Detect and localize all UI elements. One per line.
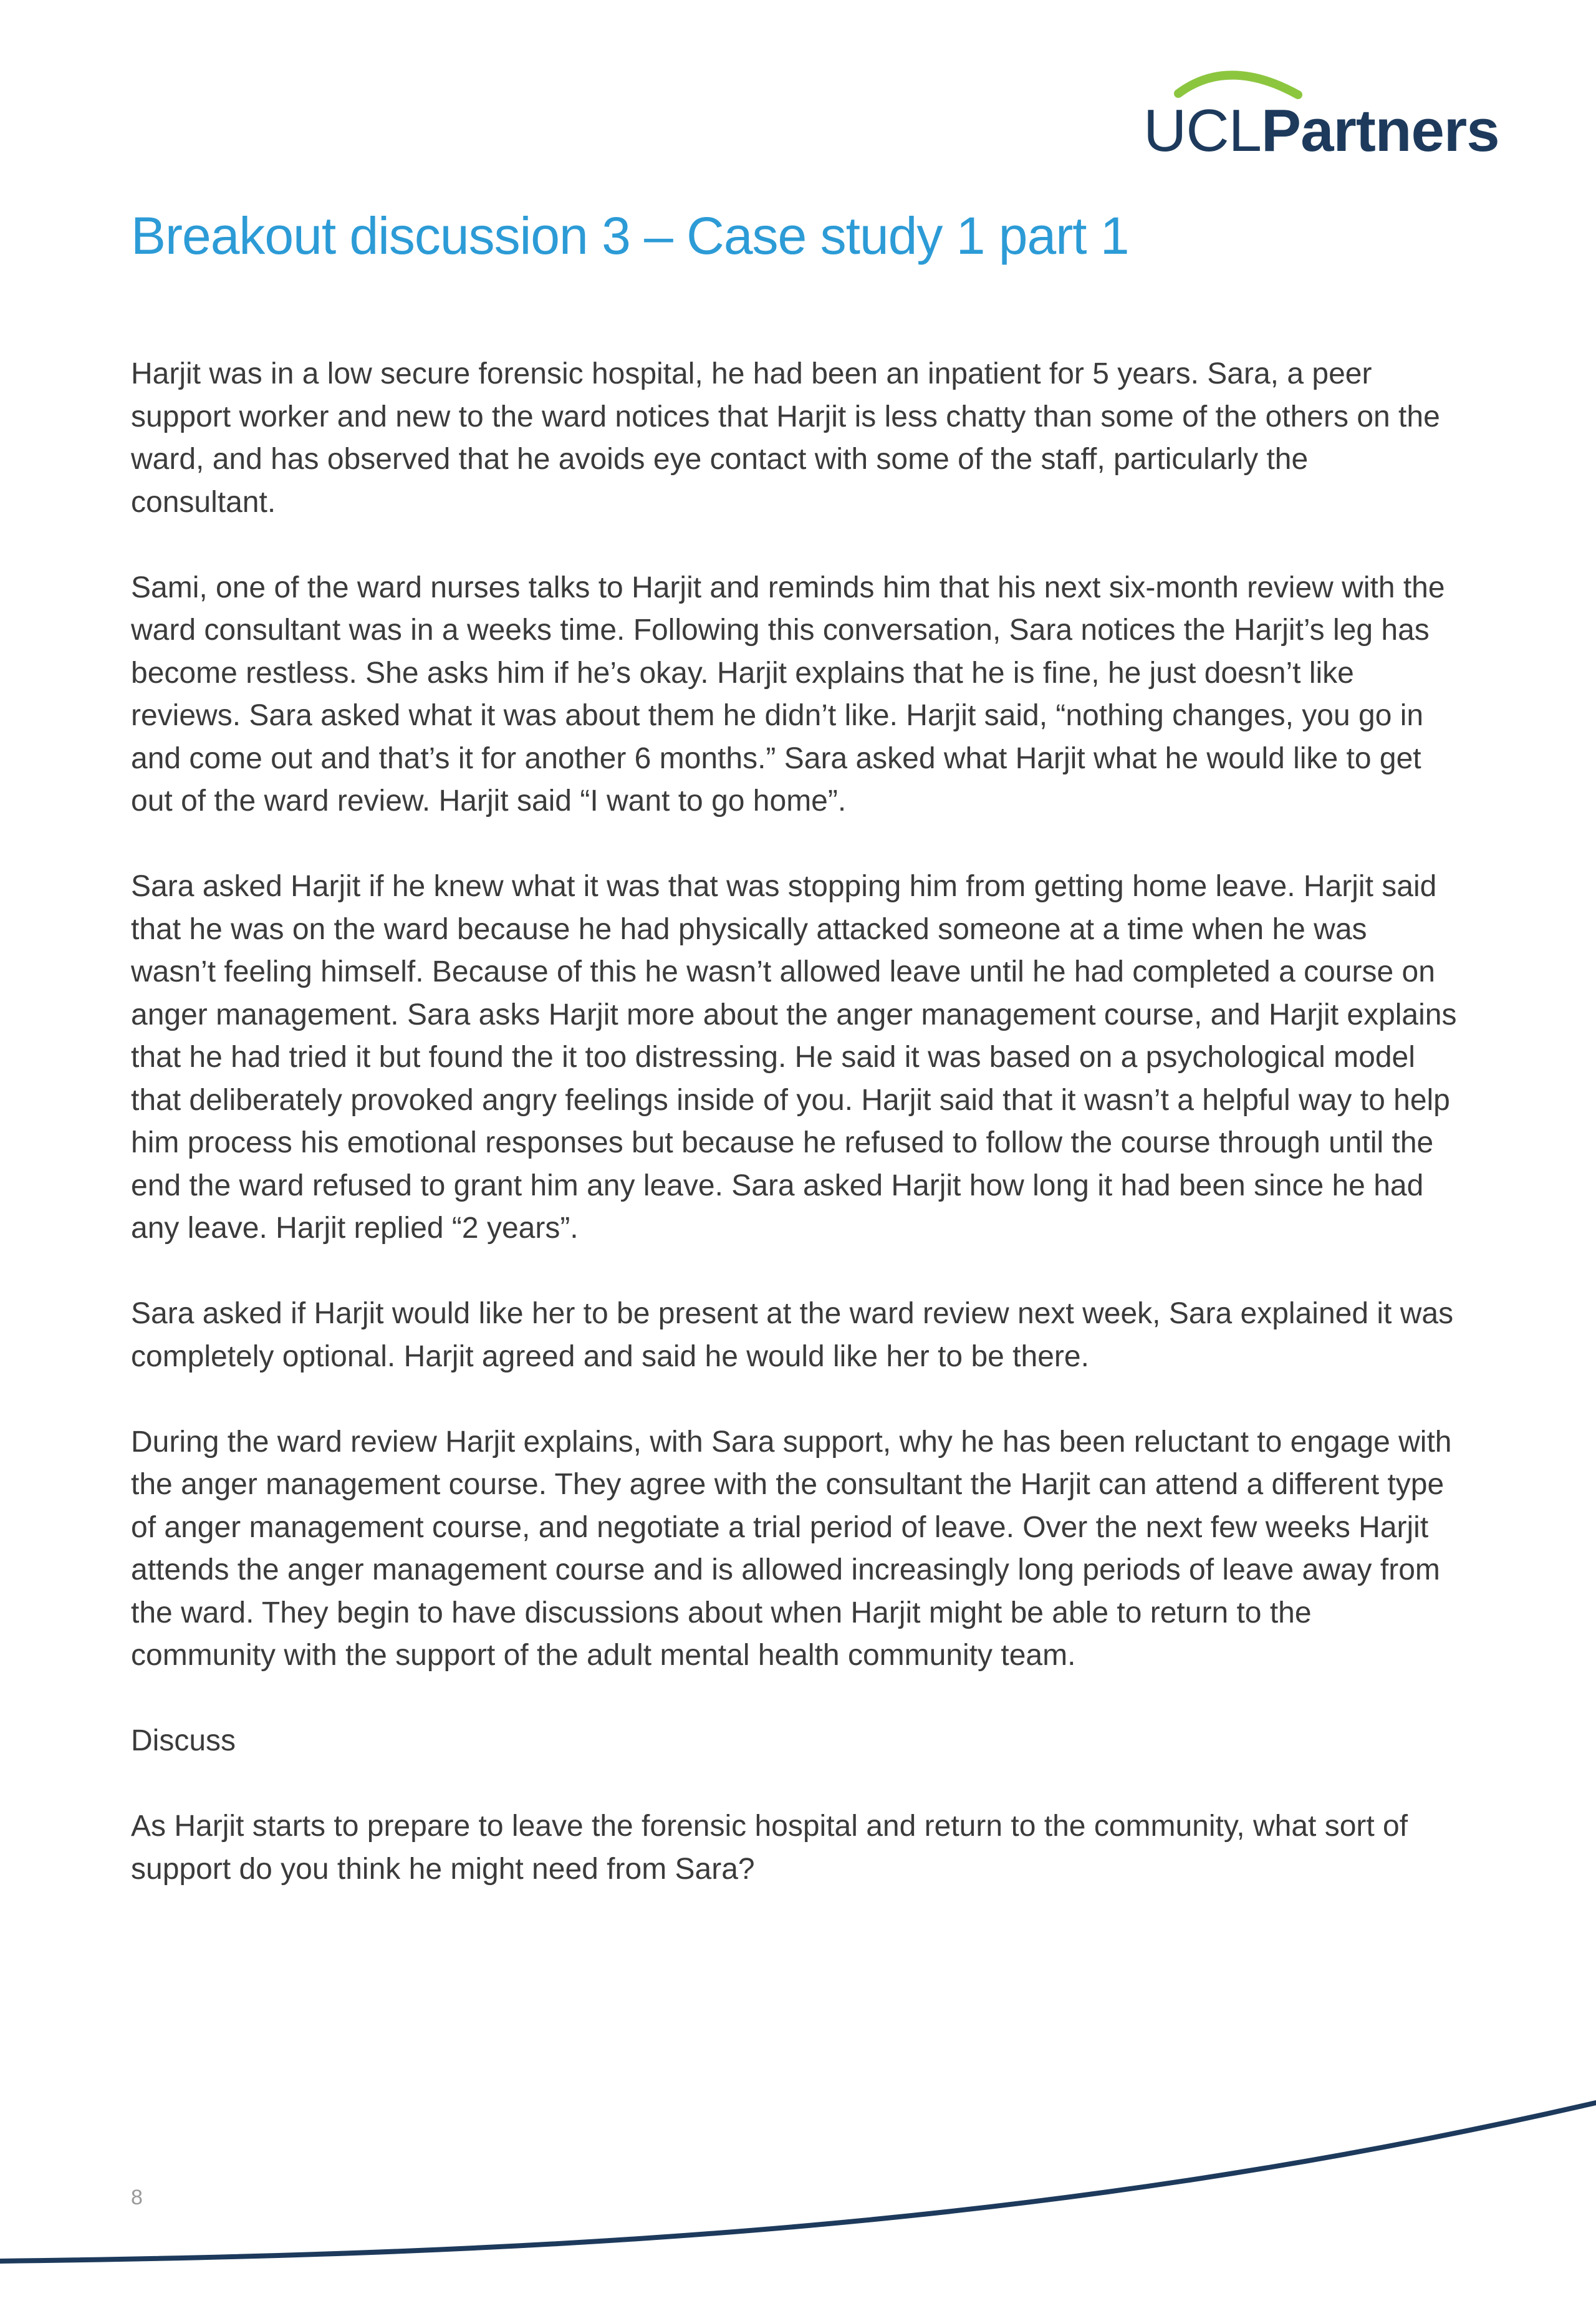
paragraph-1: Harjit was in a low secure forensic hospital, he had been an inpatient for 5 years. Sara, a peer support worker and new to the ward notices that Harjit is less chatty than some of the others on the ward, and has observed that he avoids eye contact with some of the staff, particularly the consultant. [131, 357, 1440, 519]
logo-wordmark [1143, 97, 1499, 164]
logo-text-light: UCL [1143, 97, 1262, 164]
logo-text-bold: Partners [1261, 97, 1499, 164]
paragraph-2: Sami, one of the ward nurses talks to Harjit and reminds him that his next six-month review with the ward consultant was in a weeks time. Following this conversation, Sara notices the Harjit’s leg has become restless. She asks him if he’s okay. Harjit explains that he is fine, he just doesn’t like reviews. Sara asked what it was about them he didn’t like. Harjit said, “nothing changes, you go in and come out and that’s it for another 6 months.” Sara asked what Harjit what he would like to get out of the ward review. Harjit said “I want to go home”. [131, 571, 1445, 818]
ucl-partners-logo [1135, 62, 1509, 168]
discuss-question: As Harjit starts to prepare to leave the forensic hospital and return to the community, what sort of support do you think he might need from Sara? [131, 1810, 1408, 1886]
page-title: Breakout discussion 3 – Case study 1 part 1 [131, 206, 1129, 265]
discuss-heading: Discuss [131, 1724, 236, 1757]
page-number: 8 [131, 2186, 143, 2209]
footer-swoosh-decoration [0, 2077, 1596, 2306]
case-study-body [131, 353, 1459, 1934]
paragraph-5: During the ward review Harjit explains, with Sara support, why he has been reluctant to engage with the anger management course. They agree with the consultant the Harjit can attend a different type of anger management course, and negotiate a trial period of leave. Over the next few weeks Harjit attends the anger management course and is allowed increasingly long periods of leave away from the ward. They begin to have discussions about when Harjit might be able to return to the community with the support of the adult mental health community team. [131, 1425, 1452, 1672]
paragraph-4: Sara asked if Harjit would like her to be present at the ward review next week, Sara explained it was completely optional. Harjit agreed and said he would like her to be there. [131, 1297, 1454, 1373]
paragraph-3: Sara asked Harjit if he knew what it was that was stopping him from getting home leave. Harjit said that he was on the ward because he had physically attacked someone at a time when he was wasn’t feeling himself. Because of this he wasn’t allowed leave until he had completed a course on anger management. Sara asks Harjit more about the anger management course, and Harjit explains that he had tried it but found the it too distressing. He said it was based on a psychological model that deliberately provoked angry feelings inside of you. Harjit said that it wasn’t a helpful way to help him process his emotional responses but because he refused to follow the course through until the end the ward refused to grant him any leave. Sara asked Harjit how long it had been since he had any leave. Harjit replied “2 years”. [131, 870, 1457, 1245]
